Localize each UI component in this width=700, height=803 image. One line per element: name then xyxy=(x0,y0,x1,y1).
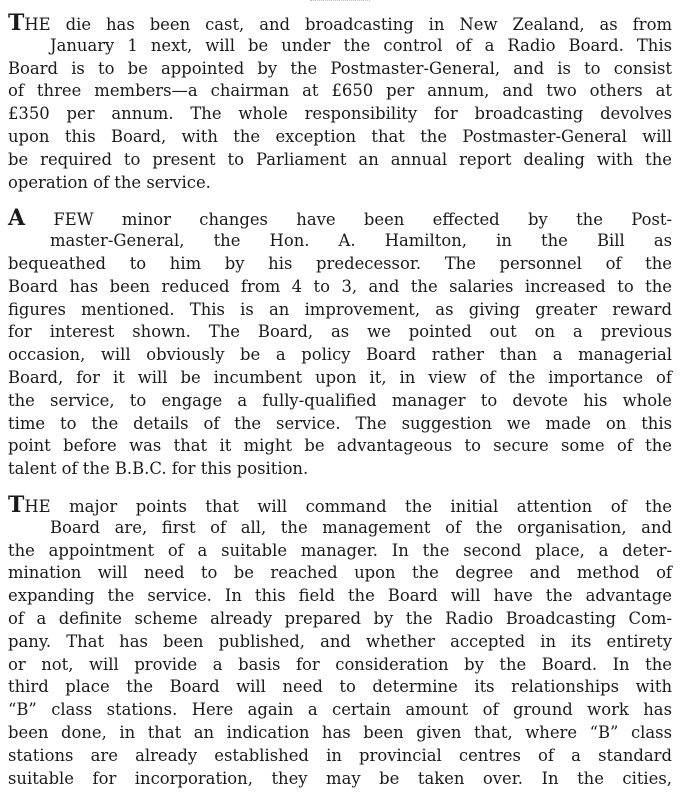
text-line: of three members—a chairman at £650 per annum, and two others at xyxy=(8,81,672,101)
text-line: stations are already established in provincial centres of a standard xyxy=(8,745,672,765)
text-line: pany. That has been published, and whether accepted in its entirety xyxy=(8,631,672,651)
text-line: occasion, will obviously be a policy Board rather than a managerial xyxy=(8,345,672,365)
text-line: bequeathed to him by his predecessor. The personnel of the xyxy=(8,253,672,273)
text-line: Board are, first of all, the management of the organisation, and xyxy=(50,517,672,537)
paragraph-major-points xyxy=(8,491,672,790)
text-line: for interest shown. The Board, as we pointed out on a previous xyxy=(8,322,672,342)
text-line: point before was that it might be advantageous to secure some of the xyxy=(8,436,672,456)
article-column xyxy=(8,12,672,803)
text-line: the service, to engage a fully-qualified manager to devote his whole xyxy=(8,390,672,410)
text-line: mination will need to be reached upon the degree and method of xyxy=(8,563,672,583)
text-line: been done, in that an indication has been given that, where “B” class xyxy=(8,722,672,742)
text-line: THE major points that will command the initial attention of the xyxy=(8,491,672,518)
text-line: THE die has been cast, and broadcasting in New Zealand, as from xyxy=(8,10,672,36)
text-line: £350 per annum. The whole responsibility for broadcasting devolves xyxy=(8,104,672,124)
text-line: January 1 next, will be under the control of a Radio Board. This xyxy=(50,35,672,55)
text-line: A FEW minor changes have been effected by the Post- xyxy=(8,205,672,232)
drop-cap: A xyxy=(8,205,26,232)
text-line: be required to present to Parliament an annual report dealing with the xyxy=(8,149,672,169)
text-line: master-General, the Hon. A. Hamilton, in the Bill as xyxy=(50,231,672,251)
text-line: of a definite scheme already prepared by the Radio Broadcasting Com- xyxy=(8,608,672,628)
text-line: “B” class stations. Here again a certain amount of ground work has xyxy=(8,700,672,720)
text-line: Board is to be appointed by the Postmaster-General, and is to consist xyxy=(8,58,672,78)
text-line: time to the details of the service. The suggestion we made on this xyxy=(8,413,672,433)
text-line: suitable for incorporation, they may be taken over. In the cities, xyxy=(8,768,672,788)
text-line: operation of the service. xyxy=(8,172,211,192)
paragraph-radio-board xyxy=(8,12,672,194)
text-line: expanding the service. In this field the Board will have the advantage xyxy=(8,586,672,606)
top-rule xyxy=(310,0,370,3)
text-line: Board, for it will be incumbent upon it, in view of the importance of xyxy=(8,367,672,387)
paragraph-minor-changes xyxy=(8,207,672,481)
text-line: Board has been reduced from 4 to 3, and the salaries increased to the xyxy=(8,276,672,296)
text-line: the appointment of a suitable manager. In the second place, a deter- xyxy=(8,540,672,560)
text-line: third place the Board will need to determine its relationships with xyxy=(8,677,672,697)
text-line: upon this Board, with the exception that the Postmaster-General will xyxy=(8,126,672,146)
text-line: figures mentioned. This is an improvement, as giving greater reward xyxy=(8,299,672,319)
drop-cap: T xyxy=(8,10,25,36)
text-line: or not, will provide a basis for consideration by the Board. In the xyxy=(8,654,672,674)
drop-cap: T xyxy=(8,491,25,518)
text-line: talent of the B.B.C. for this position. xyxy=(8,459,309,479)
